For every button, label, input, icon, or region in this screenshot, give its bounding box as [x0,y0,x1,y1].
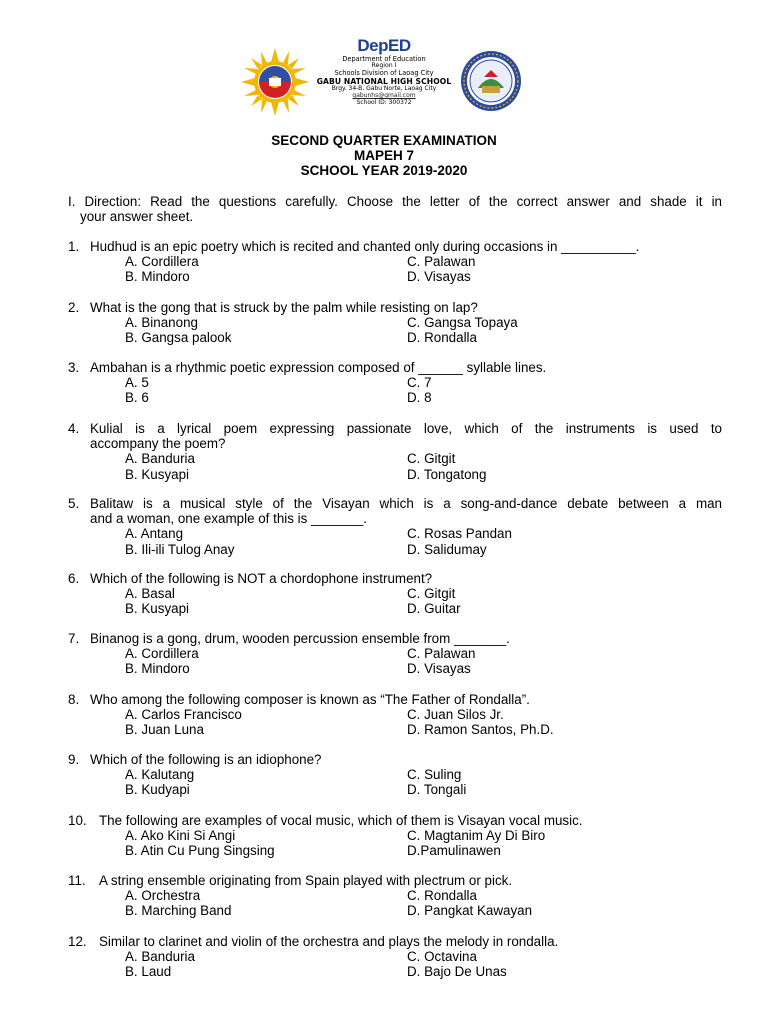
direction [68,194,722,224]
question-text-continued: and a woman, one example of this is _______. [90,511,367,527]
option-b: B. Gangsa palook [125,330,232,346]
deped-seal-icon [241,48,309,116]
question-3 [68,360,722,406]
question-5 [68,496,722,557]
option-c: C. Palawan [407,254,476,270]
option-a: A. Cordillera [125,254,199,270]
option-d: D. Bajo De Unas [407,964,507,980]
school-year: SCHOOL YEAR 2019-2020 [300,163,468,179]
option-d: D. Guitar [407,601,461,617]
question-text: Kulial is a lyrical poem expressing passionate love, which of the instruments is used to [90,421,722,436]
exam-title-line1: SECOND QUARTER EXAMINATION [271,133,497,148]
question-number: 9. [68,752,80,767]
option-a: A. Banduria [125,949,195,965]
option-c: C. Suling [407,767,462,783]
option-a: A. Cordillera [125,646,199,662]
question-6 [68,571,722,617]
option-c: C. Octavina [407,949,477,965]
option-a: A. Binanong [125,315,198,331]
option-d: D. 8 [407,390,432,406]
option-d: D. Salidumay [407,541,487,557]
question-10 [68,813,722,859]
department-name: Department of Education [342,55,426,63]
school-name: GABU NATIONAL HIGH SCHOOL [316,76,452,86]
option-d: D. Tongatong [407,466,487,482]
question-text: Which of the following is NOT a chordophone instrument? [90,571,433,586]
option-a: A. Orchestra [125,888,201,904]
option-c: C. Gitgit [407,451,456,467]
question-number: 2. [68,300,80,315]
question-text: Balitaw is a musical style of the Visayan which is a song-and-dance debate between a man [90,496,722,511]
option-a: A. Kalutang [125,767,195,783]
option-a: A. Antang [125,526,184,542]
question-4 [68,421,722,482]
option-b: B. Atin Cu Pung Singsing [125,843,275,859]
option-b: B. Juan Luna [125,722,204,738]
option-d: D. Visayas [407,661,471,677]
option-d: D. Visayas [407,269,471,285]
option-a: A. 5 [125,375,149,391]
question-number: 1. [68,239,80,254]
letterhead-header [0,36,768,126]
option-d: D. Ramon Santos, Ph.D. [407,722,554,738]
question-1 [68,239,722,285]
question-text: Who among the following composer is known as “The Father of Rondalla”. [90,692,530,707]
option-b: B. Ili-ili Tulog Anay [125,541,235,557]
question-text: What is the gong that is struck by the palm while resisting on lap? [90,300,478,315]
deped-logo [300,36,468,56]
question-text: The following are examples of vocal music, which of them is Visayan vocal music. [99,813,583,828]
option-c: C. Juan Silos Jr. [407,707,504,723]
deped-logo-text: DepED [357,36,411,55]
question-12 [68,934,722,980]
question-8 [68,692,722,738]
question-number: 12. [68,934,87,949]
question-text-continued: accompany the poem? [90,436,226,452]
option-c: C. Magtanim Ay Di Biro [407,828,546,844]
school-id: School ID: 300372 [356,98,412,106]
school-seal-icon [460,50,522,112]
school-address: Brgy. 34-B, Gabu Norte, Laoag City [331,85,437,93]
option-b: B. Kusyapi [125,466,190,482]
option-a: A. Carlos Francisco [125,707,242,723]
option-c: C. Rosas Pandan [407,526,512,542]
option-c: C. Rondalla [407,888,477,904]
question-2 [68,300,722,346]
question-text: Which of the following is an idiophone? [90,752,322,767]
question-number: 5. [68,496,80,511]
question-text: Binanog is a gong, drum, wooden percussion ensemble from _______. [90,631,510,646]
question-number: 10. [68,813,87,828]
question-text: A string ensemble originating from Spain played with plectrum or pick. [99,873,513,888]
option-b: B. Mindoro [125,661,190,677]
option-a: A. Basal [125,586,175,602]
option-a: A. Banduria [125,451,195,467]
question-number: 6. [68,571,80,586]
question-number: 3. [68,360,80,375]
region-name: Region I [371,62,397,70]
question-number: 4. [68,421,80,436]
option-c: C. 7 [407,375,432,391]
exam-title [0,133,768,179]
direction-line2: your answer sheet. [80,209,194,225]
question-9 [68,752,722,798]
division-name: Schools Division of Laoag City [334,69,434,78]
school-email[interactable]: gabunhs@gmail.com [352,91,416,99]
option-d: D. Pangkat Kawayan [407,903,533,919]
question-7 [68,631,722,677]
question-11 [68,873,722,919]
question-number: 7. [68,631,80,646]
option-b: B. Marching Band [125,903,232,919]
option-b: B. 6 [125,390,149,406]
direction-line1: I. Direction: Read the questions carefully. Choose the letter of the correct answer and shade it in [68,194,722,209]
option-d: D. Rondalla [407,330,477,346]
option-c: C. Gangsa Topaya [407,315,518,331]
question-text: Similar to clarinet and violin of the orchestra and plays the melody in rondalla. [99,934,559,949]
option-c: C. Palawan [407,646,476,662]
exam-subject: MAPEH 7 [353,148,414,164]
option-b: B. Kudyapi [125,782,190,798]
question-number: 11. [68,873,86,888]
letterhead-text [300,36,468,106]
option-a: A. Ako Kini Si Angi [125,828,236,844]
question-number: 8. [68,692,80,707]
option-d: D. Tongali [407,782,467,798]
option-b: B. Mindoro [125,269,190,285]
option-c: C. Gitgit [407,586,456,602]
option-b: B. Laud [125,964,172,980]
question-text: Hudhud is an epic poetry which is recited and chanted only during occasions in __________. [90,239,640,254]
question-text: Ambahan is a rhythmic poetic expression composed of ______ syllable lines. [90,360,547,375]
option-d: D.Pamulinawen [407,843,501,859]
option-b: B. Kusyapi [125,601,190,617]
